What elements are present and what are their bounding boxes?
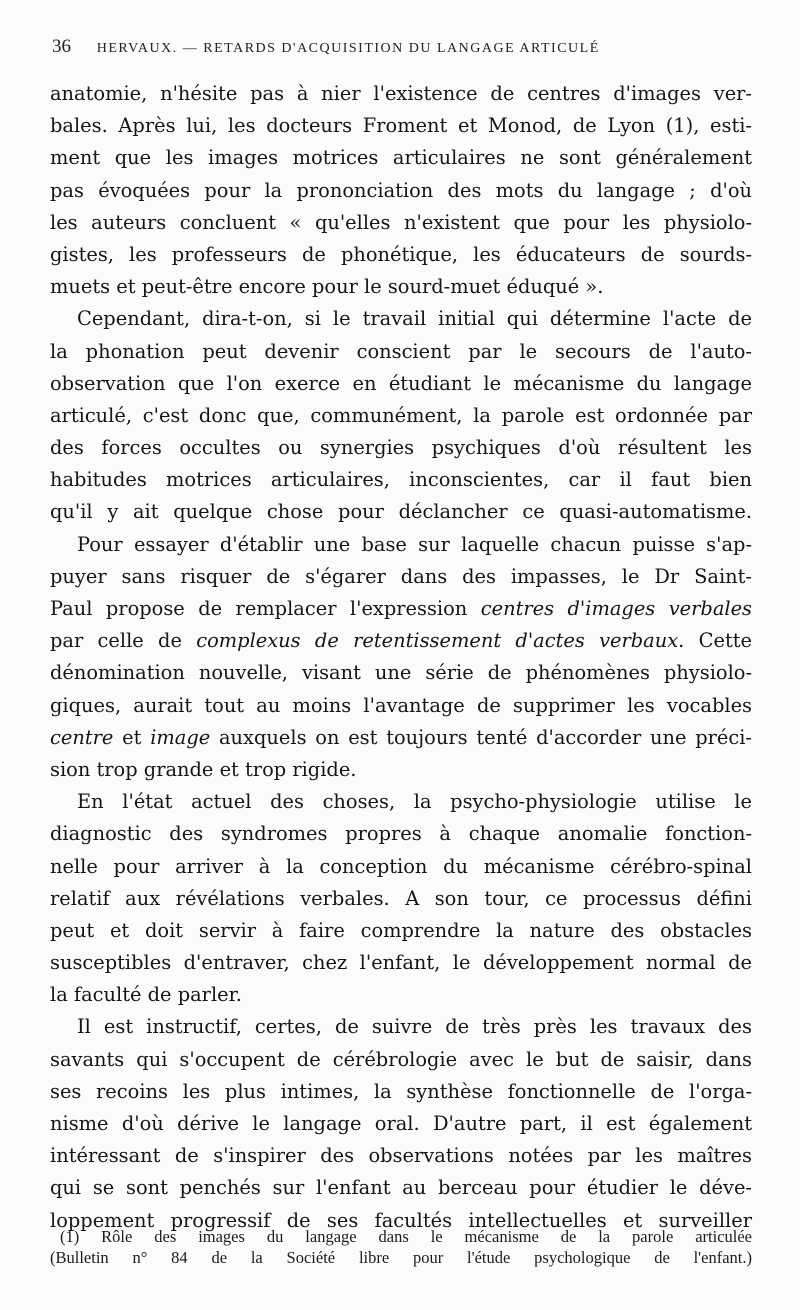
text-line: sion trop grande et trop rigide. <box>50 757 357 781</box>
text-line: la phonation peut devenir conscient par le secours de l'auto- <box>50 339 752 363</box>
text-line: susceptibles d'entraver, chez l'enfant, le développement normal de <box>50 951 752 975</box>
text-line: ment que les images motrices articulaires ne sont généralement <box>50 146 752 170</box>
text-line: nelle pour arriver à la conception du mécanisme cérébro-spinal <box>50 854 752 878</box>
text-line: relatif aux révélations verbales. A son tour, ce processus défini <box>50 886 752 910</box>
paragraph-5 <box>50 1011 752 1236</box>
text-line: ses recoins les plus intimes, la synthèse fonctionnelle de l'orga- <box>50 1079 752 1103</box>
text-line: bales. Après lui, les docteurs Froment et Monod, de Lyon (1), esti- <box>50 114 752 138</box>
text-line: anatomie, n'hésite pas à nier l'existence de centres d'images ver- <box>50 82 752 105</box>
text-line: articulé, c'est donc que, communément, la parole est ordonnée par <box>50 403 752 427</box>
text-line: giques, aurait tout au moins l'avantage de supprimer les vocables <box>50 693 752 717</box>
running-title: HERVAUX. — RETARDS D'ACQUISITION DU LANGAGE ARTICULÉ <box>96 41 600 56</box>
text-line: savants qui s'occupent de cérébrologie avec le but de saisir, dans <box>50 1047 752 1071</box>
text-line: centre et image auxquels on est toujours tenté d'accorder une préci- <box>50 725 752 749</box>
footnote-line: (1) Rôle des images du langage dans le mécanisme de la parole articulée <box>60 1227 752 1246</box>
footnote-line: (Bulletin n° 84 de la Société libre pour l'étude psychologique de l'enfant.) <box>50 1248 752 1267</box>
running-header <box>52 36 752 60</box>
paragraph-1 <box>50 78 752 303</box>
text-line: dénomination nouvelle, visant une série de phénomènes physiolo- <box>50 661 752 685</box>
text-line: puyer sans risquer de s'égarer dans des impasses, le Dr Saint- <box>50 564 752 588</box>
paragraph-3 <box>50 529 752 787</box>
text-line: observation que l'on exerce en étudiant le mécanisme du langage <box>50 371 752 395</box>
text-line: gistes, les professeurs de phonétique, les éducateurs de sourds- <box>50 242 752 266</box>
paragraph-4 <box>50 786 752 1011</box>
text-line: les auteurs concluent « qu'elles n'existent que pour les physiolo- <box>50 210 752 234</box>
text-line: Paul propose de remplacer l'expression centres d'images verbales <box>50 597 753 620</box>
text-line: Pour essayer d'établir une base sur laquelle chacun puisse s'ap- <box>77 532 752 556</box>
text-line: En l'état actuel des choses, la psycho-physiologie utilise le <box>77 790 752 814</box>
text-line: nisme d'où dérive le langage oral. D'autre part, il est également <box>50 1112 752 1135</box>
footnotes <box>50 1226 752 1268</box>
text-line: qui se sont penchés sur l'enfant au berceau pour étudier le déve- <box>50 1176 752 1200</box>
text-line: peut et doit servir à faire comprendre la nature des obstacles <box>50 918 752 942</box>
text-line: habitudes motrices articulaires, inconscientes, car il faut bien <box>50 468 752 492</box>
text-line: diagnostic des syndromes propres à chaque anomalie fonction- <box>50 822 752 846</box>
text-line: Il est instructif, certes, de suivre de très près les travaux des <box>77 1015 752 1039</box>
text-line: loppement progressif de ses facultés intellectuelles et surveiller <box>50 1208 752 1232</box>
text-line: Cependant, dira-t-on, si le travail initial qui détermine l'acte de <box>77 307 752 331</box>
text-line: des forces occultes ou synergies psychiques d'où résultent les <box>50 436 752 460</box>
text-line: par celle de complexus de retentissement d'actes verbaux. Cette <box>50 629 752 653</box>
paragraph-2 <box>50 303 752 528</box>
text-line: intéressant de s'inspirer des observations notées par les maîtres <box>50 1144 752 1168</box>
text-line: pas évoquées pour la prononciation des mots du langage ; d'où <box>50 178 752 202</box>
text-line: qu'il y ait quelque chose pour déclancher ce quasi-automatisme. <box>50 500 752 524</box>
body-text <box>50 78 752 1237</box>
text-line: la faculté de parler. <box>50 983 242 1007</box>
text-line: muets et peut-être encore pour le sourd-muet éduqué ». <box>50 275 604 299</box>
page-number: 36 <box>52 36 71 57</box>
